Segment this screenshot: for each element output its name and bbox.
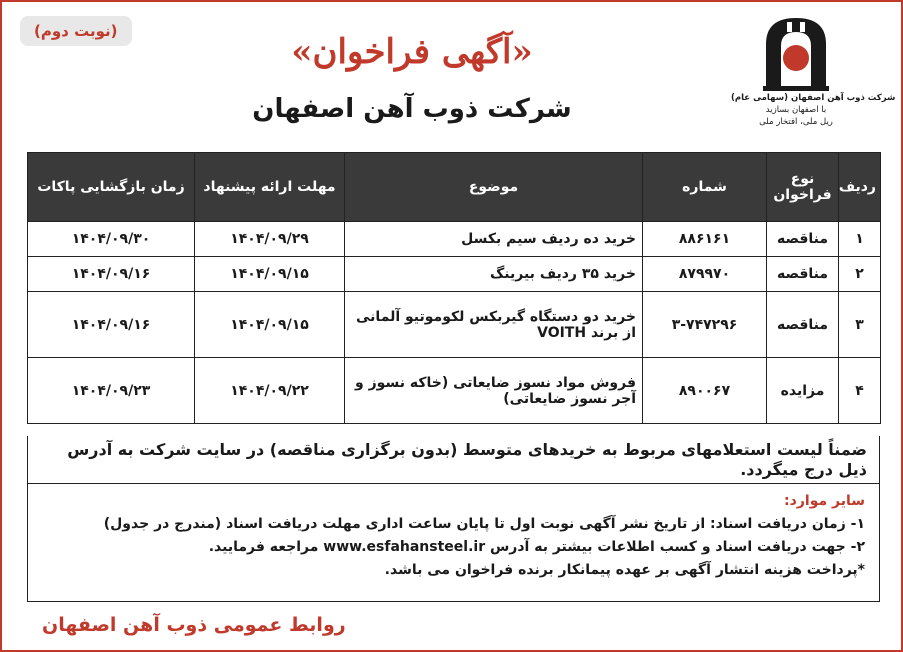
tenders-table bbox=[27, 152, 881, 424]
cell-deadline: ۱۴۰۴/۰۹/۱۵ bbox=[195, 257, 345, 292]
cell-row: ۳ bbox=[839, 292, 881, 358]
table-row bbox=[28, 222, 881, 257]
cell-opening: ۱۴۰۴/۰۹/۲۳ bbox=[28, 358, 195, 424]
table-row bbox=[28, 358, 881, 424]
table-row bbox=[28, 257, 881, 292]
cell-subject: خرید دو دستگاه گیربکس لکوموتیو آلمانی از برند VOITH bbox=[345, 292, 643, 358]
table-header-row bbox=[28, 153, 881, 222]
col-header-type: نوع فراخوان bbox=[767, 153, 839, 222]
publication-round-badge: (نوبت دوم) bbox=[20, 16, 132, 46]
logo-tagline: ریل ملی، افتخار ملی bbox=[759, 117, 833, 127]
cell-subject: خرید ۳۵ ردیف بیرینگ bbox=[345, 257, 643, 292]
public-relations-signature: روابط عمومی ذوب آهن اصفهان bbox=[42, 614, 346, 636]
company-title: شرکت ذوب آهن اصفهان bbox=[252, 94, 572, 124]
cell-number: ۸۹۰۰۶۷ bbox=[643, 358, 767, 424]
cell-type: مناقصه bbox=[767, 222, 839, 257]
cell-subject: خرید ده ردیف سیم بکسل bbox=[345, 222, 643, 257]
other-items-title: سایر موارد: bbox=[784, 493, 865, 509]
col-header-opening: زمان بازگشایی پاکات bbox=[28, 153, 195, 222]
cell-row: ۱ bbox=[839, 222, 881, 257]
cell-type: مناقصه bbox=[767, 292, 839, 358]
other-item: *پرداخت هزینه انتشار آگهی بر عهده پیمانکار برنده فراخوان می باشد. bbox=[384, 562, 865, 578]
col-header-deadline: مهلت ارائه پیشنهاد bbox=[195, 153, 345, 222]
table-row bbox=[28, 292, 881, 358]
other-item: ۲- جهت دریافت اسناد و کسب اطلاعات بیشتر به آدرس www.esfahansteel.ir مراجعه فرمایید. bbox=[208, 539, 865, 555]
logo-slogan: با اصفهان بسازید bbox=[765, 105, 827, 115]
cell-type: مناقصه bbox=[767, 257, 839, 292]
col-header-row: ردیف bbox=[839, 153, 881, 222]
cell-row: ۲ bbox=[839, 257, 881, 292]
cell-number: ۸۷۹۹۷۰ bbox=[643, 257, 767, 292]
other-items-section bbox=[27, 484, 880, 602]
inquiry-note: ضمناً لیست استعلامهای مربوط به خریدهای متوسط (بدون برگزاری مناقصه) در سایت شرکت به آدرس ذیل درج میگردد. bbox=[27, 436, 880, 484]
cell-number: ۳-۷۴۷۲۹۶ bbox=[643, 292, 767, 358]
company-logo bbox=[731, 14, 896, 128]
cell-type: مزایده bbox=[767, 358, 839, 424]
notice-headline: «آگهی فراخوان» bbox=[291, 32, 533, 72]
esfahan-steel-logo-icon bbox=[761, 14, 831, 92]
cell-deadline: ۱۴۰۴/۰۹/۲۹ bbox=[195, 222, 345, 257]
cell-opening: ۱۴۰۴/۰۹/۱۶ bbox=[28, 292, 195, 358]
cell-deadline: ۱۴۰۴/۰۹/۱۵ bbox=[195, 292, 345, 358]
cell-opening: ۱۴۰۴/۰۹/۳۰ bbox=[28, 222, 195, 257]
logo-company-name: شرکت ذوب آهن اصفهان (سهامی عام) bbox=[731, 93, 896, 103]
cell-number: ۸۸۶۱۶۱ bbox=[643, 222, 767, 257]
other-item: ۱- زمان دریافت اسناد: از تاریخ نشر آگهی نوبت اول تا پایان ساعت اداری مهلت دریافت اسناد (مندرج در جدول) bbox=[103, 516, 865, 532]
col-header-subject: موضوع bbox=[345, 153, 643, 222]
cell-row: ۴ bbox=[839, 358, 881, 424]
cell-deadline: ۱۴۰۴/۰۹/۲۲ bbox=[195, 358, 345, 424]
cell-opening: ۱۴۰۴/۰۹/۱۶ bbox=[28, 257, 195, 292]
cell-subject: فروش مواد نسوز ضایعاتی (خاکه نسوز و آجر نسوز ضایعاتی) bbox=[345, 358, 643, 424]
col-header-number: شماره bbox=[643, 153, 767, 222]
